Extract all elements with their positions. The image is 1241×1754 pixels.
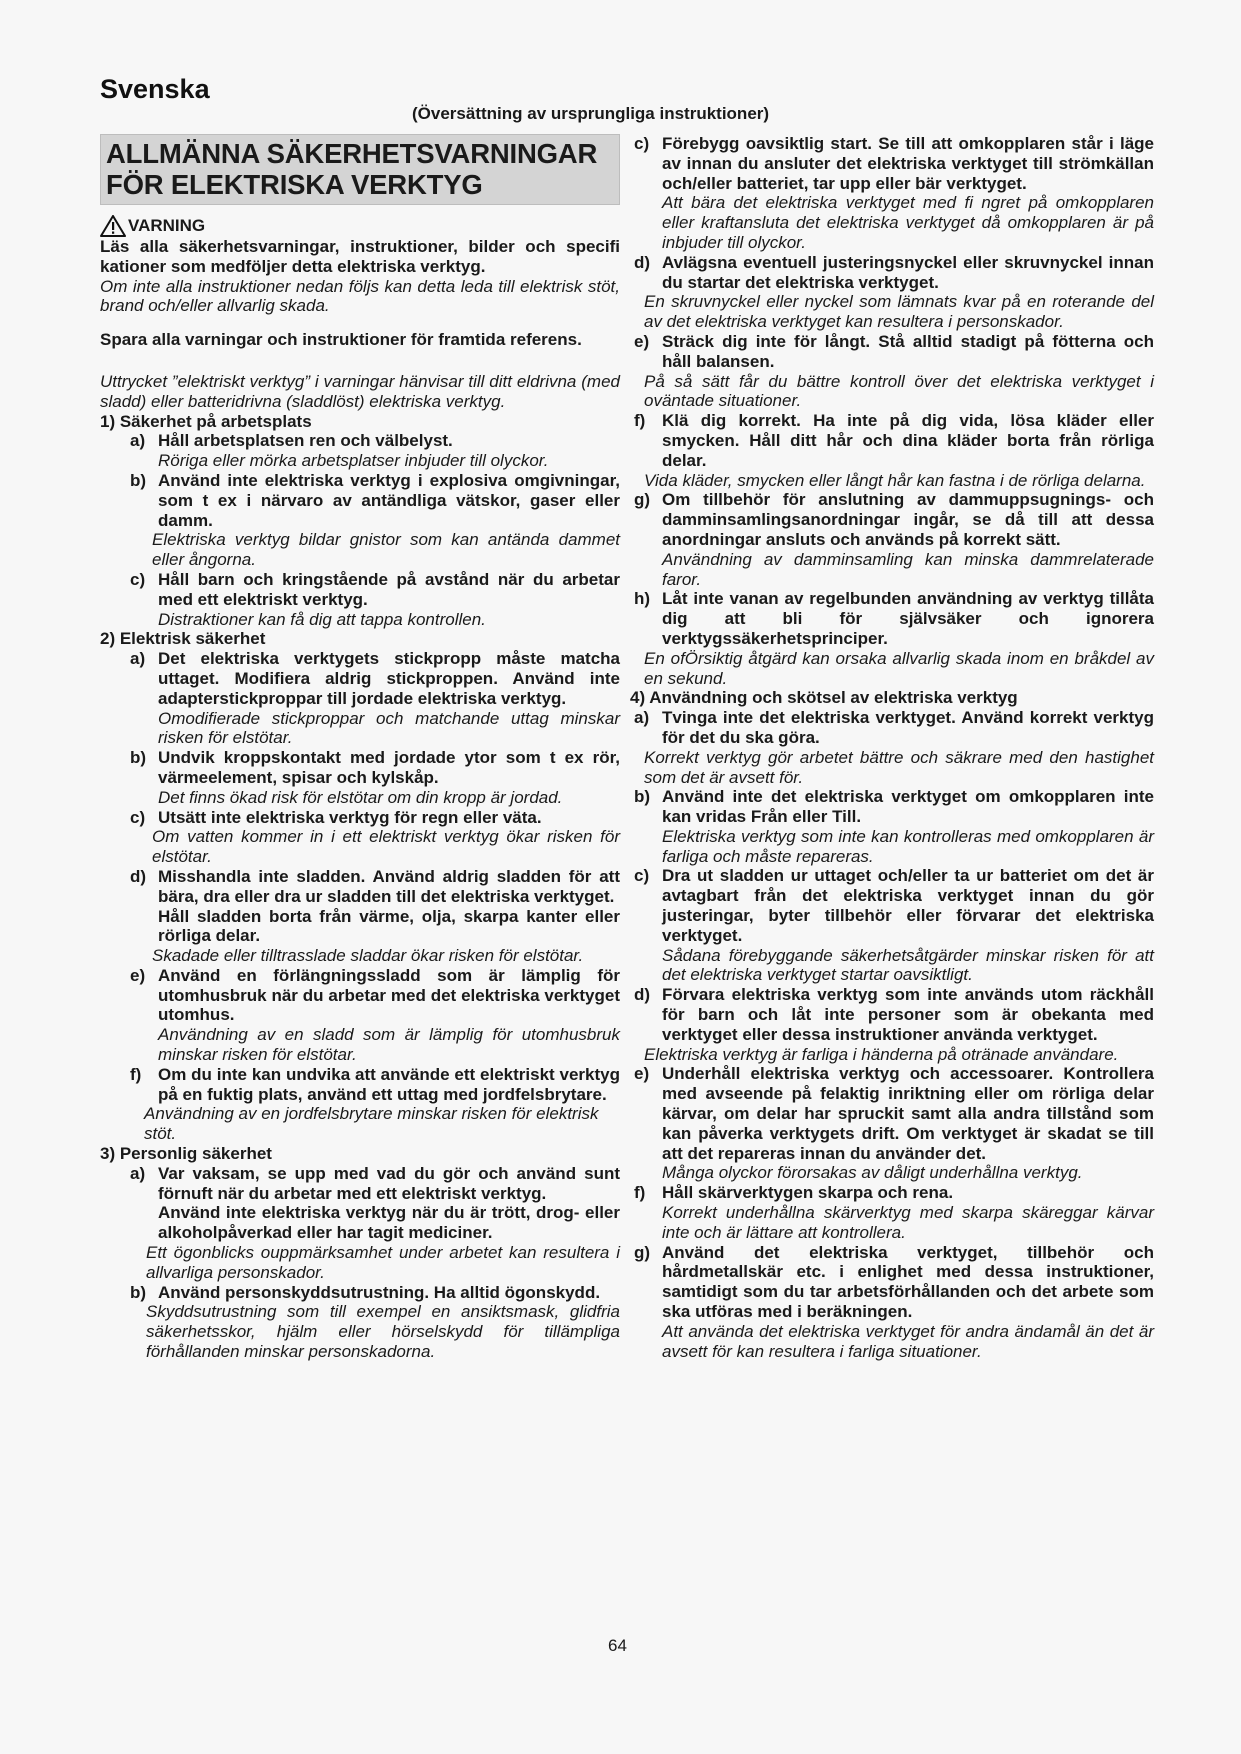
item-label: g) xyxy=(634,1242,651,1262)
item-text: Använd inte det elektriska verktyget om omkopplaren inte kan vridas Från eller Till. xyxy=(662,787,1154,827)
s3-note-d: En skruvnyckel eller nyckel som lämnats kvar på en roterande del av det elektriska verktyget kan resultera i personskador. xyxy=(644,292,1154,332)
warning-triangle-icon xyxy=(100,215,126,237)
s4-note-c: Sådana förebyggande säkerhetsåtgärder minskar risken för att det elektriska verktyget startar oavsiktligt. xyxy=(662,945,1154,985)
item-text: Håll barn och kringstående på avstånd när du arbetar med ett elektriskt verktyg. xyxy=(158,569,620,609)
s3-item-b xyxy=(100,1283,620,1303)
item-label: e) xyxy=(130,965,146,985)
s4-note-d: Elektriska verktyg är farliga i händerna på otränade användare. xyxy=(644,1044,1119,1064)
item-text: Undvik kroppskontakt med jordade ytor som t ex rör, värmeelement, spisar och kylskåp. xyxy=(158,748,620,787)
item-label: h) xyxy=(634,589,651,609)
s3-note-f: Vida kläder, smycken eller långt hår kan fastna i de rörliga delarna. xyxy=(644,470,1146,490)
s3-item-d xyxy=(634,253,1154,293)
item-text: Tvinga inte det elektriska verktyget. Använd korrekt verktyg för det du ska göra. xyxy=(662,708,1154,747)
item-text: Håll skärverktygen skarpa och rena. xyxy=(662,1183,954,1203)
heading-line-2: FÖR ELEKTRISKA VERKTYG xyxy=(106,169,483,200)
item-label: d) xyxy=(634,985,651,1005)
item-label: c) xyxy=(634,134,650,153)
warning-bold-text: Läs alla säkerhetsvarningar, instruktioner, bilder och specifi kationer som medföljer detta elektriska verktyg. xyxy=(100,237,620,276)
s4-item-d xyxy=(634,985,1154,1044)
item-text: Misshandla inte sladden. Använd aldrig sladden för att bära, dra eller dra ur sladden till det elektriska verktyget. xyxy=(158,866,620,906)
main-heading xyxy=(100,134,620,205)
item-text: Utsätt inte elektriska verktyg för regn eller väta. xyxy=(158,807,542,827)
s2-note-c: Om vatten kommer in i ett elektriskt verktyg ökar risken för elstötar. xyxy=(152,827,620,867)
item-text: Håll arbetsplatsen ren och välbelyst. xyxy=(158,431,453,451)
s4-note-e: Många olyckor förorsakas av dåligt underhållna verktyg. xyxy=(662,1163,1083,1183)
s4-item-a xyxy=(634,708,1154,748)
s3-item-e xyxy=(634,332,1154,372)
item-label: c) xyxy=(130,807,146,827)
s2-note-f: Användning av en jordfelsbrytare minskar risken för elektrisk stöt. xyxy=(144,1104,599,1144)
item-label: a) xyxy=(130,649,146,669)
item-text: Sträck dig inte för långt. Stå alltid stadigt på fötterna och håll balansen. xyxy=(662,331,1154,371)
s3-item-f xyxy=(634,411,1154,470)
s4-note-f: Korrekt underhållna skärverktyg med skarpa skäreggar kärvar inte och är lättare att kontrollera. xyxy=(662,1203,1154,1242)
language-title: Svenska xyxy=(100,74,210,104)
item-text: Dra ut sladden ur uttaget och/eller ta ur batteriet om det är avtagbart från det elektriska verktyget innan du gör justeringar, byter tillbehör eller förvarar det elektriska verktyget. xyxy=(662,866,1154,945)
s2-item-d xyxy=(100,867,620,907)
s2-note-a: Omodifierade stickproppar och matchande uttag minskar risken för elstötar. xyxy=(158,708,620,748)
item-label: b) xyxy=(130,1282,147,1302)
s3-item-a xyxy=(100,1164,620,1204)
s4-note-b: Elektriska verktyg som inte kan kontrolleras med omkopplaren är farliga och måste repareras. xyxy=(662,826,1154,866)
s3-item-h xyxy=(634,589,1154,648)
s2-note-d: Skadade eller tilltrasslade sladdar ökar risken för elstötar. xyxy=(152,946,584,966)
s1-note-c: Distraktioner kan få dig att tappa kontrollen. xyxy=(158,609,486,629)
s4-item-c xyxy=(634,866,1154,945)
s4-item-e xyxy=(634,1064,1154,1163)
item-text: Om du inte kan undvika att använde ett elektriskt verktyg på en fuktig plats, använd ett uttag med jordfelsbrytare. xyxy=(158,1064,620,1104)
warning-label-row xyxy=(100,215,620,237)
item-label: c) xyxy=(634,866,650,886)
left-column xyxy=(100,134,620,1362)
save-instructions-text: Spara alla varningar och instruktioner för framtida referens. xyxy=(100,330,582,350)
item-text: Underhåll elektriska verktyg och accessoarer. Kontrollera med avseende på felaktig inriktning eller om rörliga delar kärvar, om delar har spruckit samt alla andra tillstånd som kan påverka verktygets drift. Om verktyget är skadat se till att det repareras innan du använder det. xyxy=(662,1064,1154,1163)
s2-item-d-text2: Håll sladden borta från värme, olja, skarpa kanter eller rörliga delar. xyxy=(158,906,620,946)
item-text: Var vaksam, se upp med vad du gör och använd sunt förnuft när du arbetar med ett elektriskt verktyg. xyxy=(158,1163,620,1203)
section-3-title: 3) Personlig säkerhet xyxy=(100,1144,272,1164)
s3-item-a-text2: Använd inte elektriska verktyg när du är trött, drog- eller alkoholpåverkad eller har tagit mediciner. xyxy=(158,1203,620,1243)
s2-note-e: Användning av en sladd som är lämplig för utomhusbruk minskar risken för elstötar. xyxy=(158,1025,620,1065)
item-label: g) xyxy=(634,490,651,510)
item-text: Förvara elektriska verktyg som inte används utom räckhåll för barn och låt inte personer som är obekanta med verktyget eller dessa instruktioner använda verktyget. xyxy=(662,985,1154,1044)
s1-item-a xyxy=(100,431,620,451)
s2-note-b: Det finns ökad risk för elstötar om din kropp är jordad. xyxy=(158,787,563,807)
s1-item-c xyxy=(100,570,620,610)
s4-item-b xyxy=(634,787,1154,827)
s3-note-e: På så sätt får du bättre kontroll över det elektriska verktyget i oväntade situationer. xyxy=(644,371,1154,411)
item-text: Klä dig korrekt. Ha inte på dig vida, lösa kläder eller smycken. Håll ditt hår och dina kläder borta från rörliga delar. xyxy=(662,411,1154,470)
section-1-title: 1) Säkerhet på arbetsplats xyxy=(100,411,312,431)
s3-note-g: Användning av damminsamling kan minska dammrelaterade faror. xyxy=(662,549,1154,589)
section-4-title: 4) Användning och skötsel av elektriska verktyg xyxy=(630,688,1018,708)
item-label: d) xyxy=(634,252,651,272)
s3-item-g xyxy=(634,490,1154,549)
definition-text: Uttrycket ”elektriskt verktyg” i varningar hänvisar till ditt eldrivna (med sladd) eller batteridrivna (sladdlöst) elektriska verktyg. xyxy=(100,371,620,411)
item-label: f) xyxy=(130,1064,142,1084)
s4-note-a: Korrekt verktyg gör arbetet bättre och säkrare med den hastighet som det är avsett för. xyxy=(644,747,1154,787)
s4-item-f xyxy=(634,1183,1154,1203)
item-text: Avlägsna eventuell justeringsnyckel eller skruvnyckel innan du startar det elektriska verktyget. xyxy=(662,252,1154,292)
s2-item-e xyxy=(100,966,620,1025)
item-label: e) xyxy=(634,1064,650,1084)
item-text: Om tillbehör för anslutning av dammuppsugnings- och damminsamlingsanordningar ingår, se då till att dessa anordningar ansluts och används på korrekt sätt. xyxy=(662,490,1154,549)
warning-italic-text: Om inte alla instruktioner nedan följs kan detta leda till elektrisk stöt, brand och/eller allvarlig skada. xyxy=(100,276,620,316)
s4-note-g: Att använda det elektriska verktyget för andra ändamål än det är avsett för kan resultera i farliga situationer. xyxy=(662,1321,1154,1361)
item-text: Det elektriska verktygets stickpropp måste matcha uttaget. Modifiera aldrig stickproppen. Använd inte adapterstickproppar till jordade elektriska verktyg. xyxy=(158,649,620,708)
item-label: c) xyxy=(130,569,146,589)
s3-note-b: Skyddsutrustning som till exempel en ansiktsmask, glidfria säkerhetsskor, hjälm eller hörselskydd för tillämpliga förhållanden minskar personskadorna. xyxy=(146,1302,620,1362)
section-2-title: 2) Elektrisk säkerhet xyxy=(100,629,266,649)
item-text: Använd en förlängningssladd som är lämplig för utomhusbruk när du arbetar med det elektriska verktyget utomhus. xyxy=(158,965,620,1025)
s1-note-b: Elektriska verktyg bildar gnistor som kan antända dammet eller ångorna. xyxy=(152,530,620,570)
item-label: f) xyxy=(634,411,646,431)
s2-item-f xyxy=(100,1065,620,1105)
s1-note-a: Röriga eller mörka arbetsplatser inbjuder till olyckor. xyxy=(158,451,549,471)
item-text: Använd personskyddsutrustning. Ha alltid ögonskydd. xyxy=(158,1282,601,1302)
item-label: b) xyxy=(634,787,651,807)
item-label: a) xyxy=(130,1163,146,1183)
s3-note-a: Ett ögonblicks ouppmärksamhet under arbetet kan resultera i allvarliga personskador. xyxy=(146,1243,620,1282)
item-text: Använd det elektriska verktyget, tillbehör och hårdmetallskär etc. i enlighet med dessa instruktioner, samtidigt som du tar arbetsförhållanden och det arbete som ska utföras med i beräkningen. xyxy=(662,1242,1154,1322)
s1-item-b xyxy=(100,471,620,530)
item-text: Använd inte elektriska verktyg i explosiva omgivningar, som t ex i närvaro av antändliga vätskor, gaser eller damm. xyxy=(158,470,620,530)
s3-item-c xyxy=(634,134,1154,193)
item-text: Låt inte vanan av regelbunden användning av verktyg tillåta dig att bli för självsäker och ignorera verktygssäkerhetsprinciper. xyxy=(662,589,1154,648)
translation-subtitle: (Översättning av ursprungliga instruktioner) xyxy=(412,104,770,123)
s3-note-h: En ofÖrsiktig åtgärd kan orsaka allvarlig skada inom en bråkdel av en sekund. xyxy=(644,648,1154,688)
item-label: e) xyxy=(634,331,650,351)
item-label: f) xyxy=(634,1183,646,1203)
item-label: a) xyxy=(634,708,650,728)
right-column xyxy=(630,134,1154,1361)
page-number: 64 xyxy=(608,1636,627,1655)
s2-item-b xyxy=(100,748,620,788)
s3-note-c: Att bära det elektriska verktyget med fi ngret på omkopplaren eller kraftansluta det elektriska verktyget då omkopplaren är på inbjuder till olyckor. xyxy=(662,193,1154,252)
item-label: d) xyxy=(130,866,147,886)
heading-line-1: ALLMÄNNA SÄKERHETSVARNINGAR xyxy=(106,138,598,169)
item-label: b) xyxy=(130,748,147,768)
s2-item-a xyxy=(100,649,620,708)
warning-label: VARNING xyxy=(128,216,206,236)
s4-item-g xyxy=(634,1243,1154,1322)
s2-item-c xyxy=(100,808,620,828)
item-label: b) xyxy=(130,470,147,490)
item-text: Förebygg oavsiktlig start. Se till att omkopplaren står i läge av innan du ansluter det elektriska verktyget till strömkällan och/eller batteriet, tar upp eller bär verktyget. xyxy=(662,134,1154,193)
item-label: a) xyxy=(130,431,146,451)
